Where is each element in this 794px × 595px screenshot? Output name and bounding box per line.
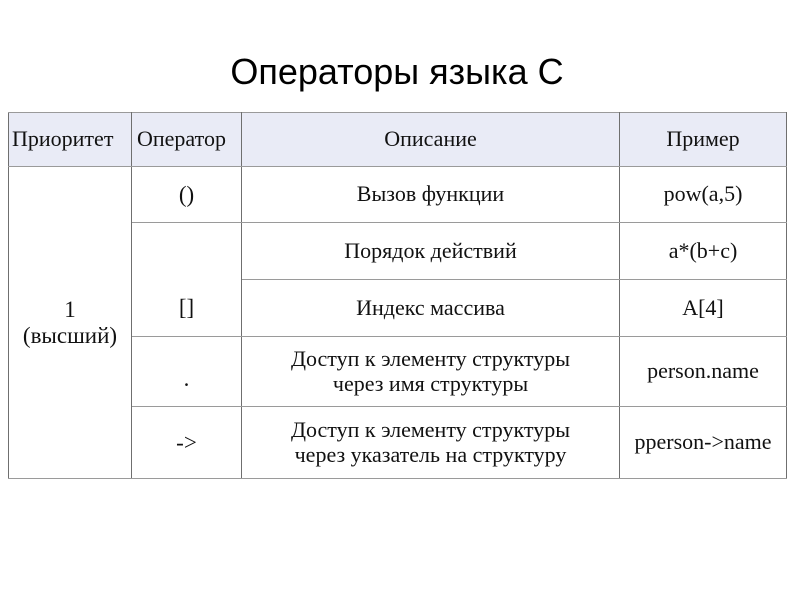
operator-cell [132,280,242,337]
description-cell [242,407,620,479]
header-description: Описание [242,113,620,167]
table-row [9,167,787,223]
operator-text: [] [178,294,195,320]
description-cell: Индекс массива [242,280,620,337]
header-operator: Оператор [132,113,242,167]
priority-cell [9,167,132,479]
description-cell: Вызов функции [242,167,620,223]
example-cell: person.name [620,337,787,407]
priority-level: 1 [64,296,76,322]
header-priority: Приоритет [9,113,132,167]
description-cell [242,337,620,407]
slide-title: Операторы языка С [230,51,564,92]
description-cell: Порядок действий [242,223,620,280]
operator-cell [132,337,242,407]
operator-text: . [183,365,190,391]
example-cell: A[4] [620,280,787,337]
priority-level-note: (высший) [22,322,118,348]
description-line: Доступ к элементу структуры [290,345,571,371]
header-example: Пример [620,113,787,167]
description-line: через указатель на структуру [294,441,567,467]
table-header-row [9,113,787,167]
description-line: через имя структуры [332,370,529,396]
description-line: Доступ к элементу структуры [290,416,571,442]
example-cell: pperson->name [620,407,787,479]
example-cell: a*(b+c) [620,223,787,280]
operator-cell: () [132,167,242,223]
operators-table [8,112,787,479]
operator-cell [132,223,242,280]
operator-cell: -> [132,407,242,479]
example-cell: pow(a,5) [620,167,787,223]
